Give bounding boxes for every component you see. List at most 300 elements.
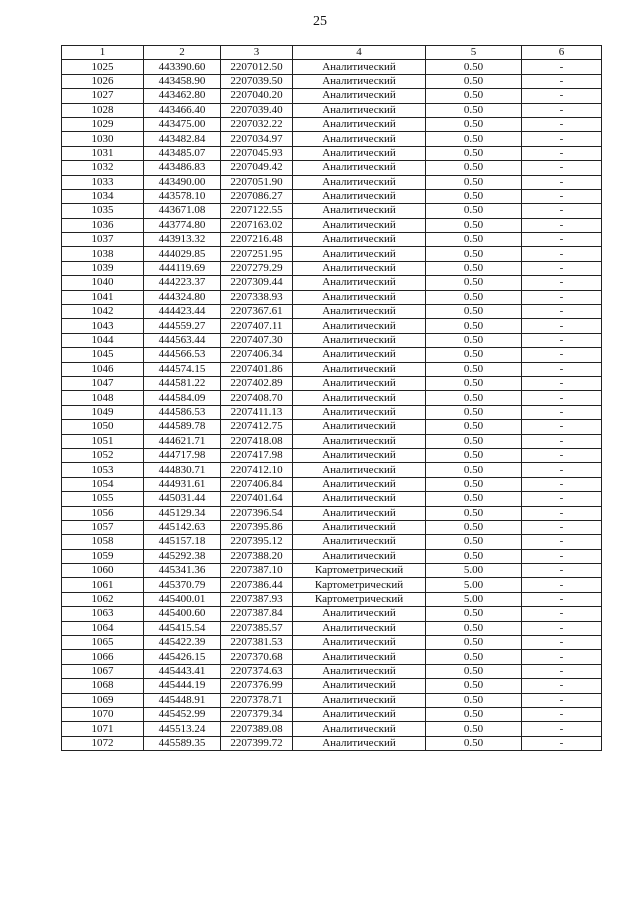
column-header-accuracy: 5 [426,46,522,60]
cell-accuracy: 0.50 [426,506,522,520]
cell-method: Аналитический [293,736,426,750]
cell-x: 443458.90 [144,74,221,88]
table-row [62,535,602,549]
cell-accuracy: 0.50 [426,319,522,333]
cell-x: 443671.08 [144,204,221,218]
cell-description: - [522,693,602,707]
cell-x: 444566.53 [144,348,221,362]
cell-description: - [522,391,602,405]
table-row [62,233,602,247]
cell-y: 2207412.10 [221,463,293,477]
cell-description: - [522,89,602,103]
cell-point-number: 1046 [62,362,144,376]
table-row [62,376,602,390]
cell-y: 2207034.97 [221,132,293,146]
cell-point-number: 1063 [62,607,144,621]
cell-method: Аналитический [293,319,426,333]
cell-x: 445142.63 [144,520,221,534]
cell-accuracy: 5.00 [426,564,522,578]
cell-method: Аналитический [293,679,426,693]
cell-accuracy: 0.50 [426,621,522,635]
cell-point-number: 1041 [62,290,144,304]
cell-point-number: 1056 [62,506,144,520]
cell-method: Аналитический [293,276,426,290]
cell-description: - [522,492,602,506]
cell-method: Аналитический [293,650,426,664]
cell-description: - [522,621,602,635]
cell-method: Аналитический [293,621,426,635]
table-row [62,333,602,347]
cell-method: Аналитический [293,448,426,462]
cell-description: - [522,103,602,117]
cell-point-number: 1032 [62,161,144,175]
cell-accuracy: 0.50 [426,607,522,621]
cell-accuracy: 0.50 [426,189,522,203]
cell-accuracy: 0.50 [426,492,522,506]
table-row [62,736,602,750]
cell-point-number: 1040 [62,276,144,290]
cell-description: - [522,204,602,218]
cell-description: - [522,679,602,693]
cell-point-number: 1029 [62,117,144,131]
table-row [62,520,602,534]
cell-accuracy: 0.50 [426,434,522,448]
cell-method: Аналитический [293,89,426,103]
cell-point-number: 1066 [62,650,144,664]
cell-description: - [522,233,602,247]
table-row [62,434,602,448]
table-row [62,650,602,664]
cell-y: 2207039.50 [221,74,293,88]
cell-y: 2207408.70 [221,391,293,405]
cell-method: Аналитический [293,218,426,232]
table-row [62,305,602,319]
cell-y: 2207163.02 [221,218,293,232]
cell-accuracy: 0.50 [426,664,522,678]
cell-method: Аналитический [293,305,426,319]
cell-point-number: 1070 [62,707,144,721]
cell-point-number: 1064 [62,621,144,635]
cell-x: 444559.27 [144,319,221,333]
cell-point-number: 1043 [62,319,144,333]
cell-y: 2207407.30 [221,333,293,347]
cell-accuracy: 0.50 [426,636,522,650]
cell-accuracy: 0.50 [426,722,522,736]
column-header-method: 4 [293,46,426,60]
cell-accuracy: 0.50 [426,132,522,146]
cell-x: 445415.54 [144,621,221,635]
cell-x: 444423.44 [144,305,221,319]
cell-y: 2207309.44 [221,276,293,290]
cell-x: 443490.00 [144,175,221,189]
cell-x: 443482.84 [144,132,221,146]
cell-method: Аналитический [293,405,426,419]
cell-point-number: 1027 [62,89,144,103]
cell-method: Аналитический [293,60,426,74]
cell-method: Аналитический [293,463,426,477]
cell-x: 443774.80 [144,218,221,232]
table-row [62,492,602,506]
cell-point-number: 1062 [62,592,144,606]
cell-description: - [522,664,602,678]
cell-x: 445422.39 [144,636,221,650]
cell-x: 445400.01 [144,592,221,606]
cell-description: - [522,60,602,74]
cell-description: - [522,74,602,88]
cell-x: 445589.35 [144,736,221,750]
cell-description: - [522,650,602,664]
cell-method: Аналитический [293,420,426,434]
cell-accuracy: 0.50 [426,305,522,319]
coordinates-table [61,45,602,751]
cell-accuracy: 0.50 [426,376,522,390]
cell-point-number: 1044 [62,333,144,347]
cell-point-number: 1052 [62,448,144,462]
cell-accuracy: 0.50 [426,736,522,750]
table-row [62,74,602,88]
cell-accuracy: 0.50 [426,520,522,534]
cell-description: - [522,146,602,160]
cell-accuracy: 0.50 [426,103,522,117]
cell-description: - [522,434,602,448]
cell-point-number: 1037 [62,233,144,247]
cell-x: 444931.61 [144,477,221,491]
cell-y: 2207367.61 [221,305,293,319]
cell-method: Аналитический [293,693,426,707]
table-row [62,477,602,491]
cell-method: Аналитический [293,74,426,88]
cell-accuracy: 0.50 [426,146,522,160]
cell-x: 443486.83 [144,161,221,175]
cell-description: - [522,348,602,362]
cell-description: - [522,549,602,563]
cell-x: 444223.37 [144,276,221,290]
table-row [62,362,602,376]
cell-x: 444584.09 [144,391,221,405]
cell-y: 2207396.54 [221,506,293,520]
cell-method: Аналитический [293,535,426,549]
table-row [62,664,602,678]
cell-method: Аналитический [293,362,426,376]
cell-y: 2207406.84 [221,477,293,491]
cell-x: 444586.53 [144,405,221,419]
cell-point-number: 1028 [62,103,144,117]
cell-x: 444029.85 [144,247,221,261]
cell-description: - [522,376,602,390]
cell-point-number: 1033 [62,175,144,189]
cell-y: 2207395.86 [221,520,293,534]
cell-y: 2207216.48 [221,233,293,247]
cell-method: Аналитический [293,189,426,203]
cell-point-number: 1069 [62,693,144,707]
table-row [62,405,602,419]
cell-point-number: 1058 [62,535,144,549]
cell-description: - [522,333,602,347]
cell-point-number: 1036 [62,218,144,232]
cell-method: Картометрический [293,578,426,592]
table-row [62,146,602,160]
cell-description: - [522,261,602,275]
cell-accuracy: 0.50 [426,233,522,247]
cell-y: 2207406.34 [221,348,293,362]
cell-accuracy: 0.50 [426,276,522,290]
cell-accuracy: 0.50 [426,549,522,563]
cell-method: Аналитический [293,376,426,390]
column-header-description: 6 [522,46,602,60]
cell-method: Аналитический [293,636,426,650]
cell-method: Аналитический [293,161,426,175]
cell-description: - [522,736,602,750]
cell-x: 443485.07 [144,146,221,160]
cell-description: - [522,161,602,175]
table-row [62,636,602,650]
cell-y: 2207086.27 [221,189,293,203]
table-row [62,722,602,736]
cell-y: 2207417.98 [221,448,293,462]
cell-method: Аналитический [293,391,426,405]
table-row [62,679,602,693]
cell-description: - [522,592,602,606]
table-row [62,89,602,103]
cell-description: - [522,564,602,578]
page-number: 25 [313,14,327,29]
cell-x: 444621.71 [144,434,221,448]
table-row [62,448,602,462]
table-row [62,592,602,606]
cell-x: 445443.41 [144,664,221,678]
cell-accuracy: 0.50 [426,60,522,74]
cell-x: 443466.40 [144,103,221,117]
column-header-y: 3 [221,46,293,60]
cell-description: - [522,117,602,131]
cell-y: 2207401.86 [221,362,293,376]
cell-x: 445426.15 [144,650,221,664]
cell-y: 2207338.93 [221,290,293,304]
cell-method: Аналитический [293,664,426,678]
cell-accuracy: 0.50 [426,405,522,419]
table-row [62,707,602,721]
cell-accuracy: 0.50 [426,535,522,549]
cell-x: 445292.38 [144,549,221,563]
cell-accuracy: 5.00 [426,578,522,592]
cell-point-number: 1055 [62,492,144,506]
cell-x: 444581.22 [144,376,221,390]
cell-point-number: 1045 [62,348,144,362]
cell-method: Аналитический [293,261,426,275]
cell-y: 2207370.68 [221,650,293,664]
cell-x: 445157.18 [144,535,221,549]
table-row [62,391,602,405]
table-row [62,189,602,203]
cell-description: - [522,535,602,549]
cell-description: - [522,607,602,621]
cell-description: - [522,276,602,290]
cell-y: 2207051.90 [221,175,293,189]
cell-x: 444830.71 [144,463,221,477]
cell-accuracy: 0.50 [426,448,522,462]
cell-y: 2207376.99 [221,679,293,693]
cell-point-number: 1051 [62,434,144,448]
cell-accuracy: 0.50 [426,175,522,189]
cell-y: 2207032.22 [221,117,293,131]
table-row [62,247,602,261]
cell-description: - [522,707,602,721]
cell-method: Аналитический [293,333,426,347]
cell-method: Аналитический [293,607,426,621]
column-header-point-number: 1 [62,46,144,60]
cell-accuracy: 0.50 [426,218,522,232]
cell-accuracy: 0.50 [426,261,522,275]
cell-point-number: 1061 [62,578,144,592]
cell-method: Аналитический [293,146,426,160]
cell-accuracy: 0.50 [426,74,522,88]
cell-point-number: 1048 [62,391,144,405]
cell-y: 2207045.93 [221,146,293,160]
cell-description: - [522,362,602,376]
cell-y: 2207402.89 [221,376,293,390]
table-row [62,117,602,131]
table-row [62,276,602,290]
cell-x: 444563.44 [144,333,221,347]
cell-description: - [522,463,602,477]
cell-x: 443475.00 [144,117,221,131]
cell-accuracy: 0.50 [426,161,522,175]
cell-point-number: 1047 [62,376,144,390]
cell-description: - [522,132,602,146]
cell-x: 444119.69 [144,261,221,275]
table-row [62,549,602,563]
cell-method: Аналитический [293,477,426,491]
cell-y: 2207386.44 [221,578,293,592]
cell-description: - [522,520,602,534]
cell-x: 444324.80 [144,290,221,304]
cell-method: Аналитический [293,348,426,362]
table-row [62,607,602,621]
cell-method: Аналитический [293,722,426,736]
cell-point-number: 1039 [62,261,144,275]
cell-y: 2207418.08 [221,434,293,448]
cell-x: 445452.99 [144,707,221,721]
cell-accuracy: 0.50 [426,693,522,707]
cell-method: Аналитический [293,290,426,304]
cell-description: - [522,290,602,304]
cell-accuracy: 0.50 [426,463,522,477]
cell-method: Аналитический [293,132,426,146]
cell-method: Картометрический [293,592,426,606]
table-row [62,578,602,592]
cell-description: - [522,636,602,650]
table-row [62,175,602,189]
cell-y: 2207381.53 [221,636,293,650]
cell-accuracy: 0.50 [426,290,522,304]
cell-point-number: 1030 [62,132,144,146]
cell-method: Аналитический [293,117,426,131]
cell-method: Аналитический [293,707,426,721]
table-row [62,290,602,304]
cell-y: 2207387.84 [221,607,293,621]
cell-y: 2207412.75 [221,420,293,434]
table-row [62,132,602,146]
table-row [62,319,602,333]
cell-accuracy: 0.50 [426,117,522,131]
cell-point-number: 1068 [62,679,144,693]
cell-accuracy: 0.50 [426,650,522,664]
cell-x: 445370.79 [144,578,221,592]
table-row [62,463,602,477]
table-row [62,204,602,218]
cell-accuracy: 0.50 [426,362,522,376]
cell-accuracy: 0.50 [426,89,522,103]
cell-x: 444574.15 [144,362,221,376]
table-row [62,261,602,275]
cell-description: - [522,247,602,261]
cell-description: - [522,578,602,592]
cell-point-number: 1038 [62,247,144,261]
cell-method: Аналитический [293,434,426,448]
cell-y: 2207399.72 [221,736,293,750]
cell-description: - [522,448,602,462]
cell-accuracy: 0.50 [426,420,522,434]
cell-x: 443462.80 [144,89,221,103]
cell-description: - [522,175,602,189]
cell-accuracy: 0.50 [426,247,522,261]
table-row [62,60,602,74]
cell-x: 443913.32 [144,233,221,247]
cell-y: 2207401.64 [221,492,293,506]
cell-point-number: 1035 [62,204,144,218]
cell-point-number: 1042 [62,305,144,319]
cell-y: 2207388.20 [221,549,293,563]
cell-method: Аналитический [293,247,426,261]
cell-y: 2207122.55 [221,204,293,218]
cell-description: - [522,420,602,434]
cell-x: 445031.44 [144,492,221,506]
cell-x: 445400.60 [144,607,221,621]
cell-y: 2207040.20 [221,89,293,103]
table-row [62,348,602,362]
cell-method: Аналитический [293,175,426,189]
table-row [62,161,602,175]
cell-description: - [522,218,602,232]
cell-x: 445448.91 [144,693,221,707]
cell-method: Аналитический [293,549,426,563]
cell-point-number: 1059 [62,549,144,563]
cell-description: - [522,319,602,333]
cell-y: 2207411.13 [221,405,293,419]
cell-method: Аналитический [293,204,426,218]
cell-x: 444717.98 [144,448,221,462]
table-row [62,564,602,578]
table-row [62,103,602,117]
table-body [62,60,602,751]
table-row [62,420,602,434]
cell-y: 2207049.42 [221,161,293,175]
cell-accuracy: 0.50 [426,477,522,491]
cell-y: 2207385.57 [221,621,293,635]
cell-description: - [522,477,602,491]
cell-accuracy: 0.50 [426,679,522,693]
cell-accuracy: 0.50 [426,333,522,347]
cell-point-number: 1060 [62,564,144,578]
cell-y: 2207374.63 [221,664,293,678]
cell-accuracy: 0.50 [426,707,522,721]
cell-description: - [522,405,602,419]
cell-accuracy: 5.00 [426,592,522,606]
cell-description: - [522,189,602,203]
cell-description: - [522,506,602,520]
cell-point-number: 1057 [62,520,144,534]
cell-point-number: 1034 [62,189,144,203]
